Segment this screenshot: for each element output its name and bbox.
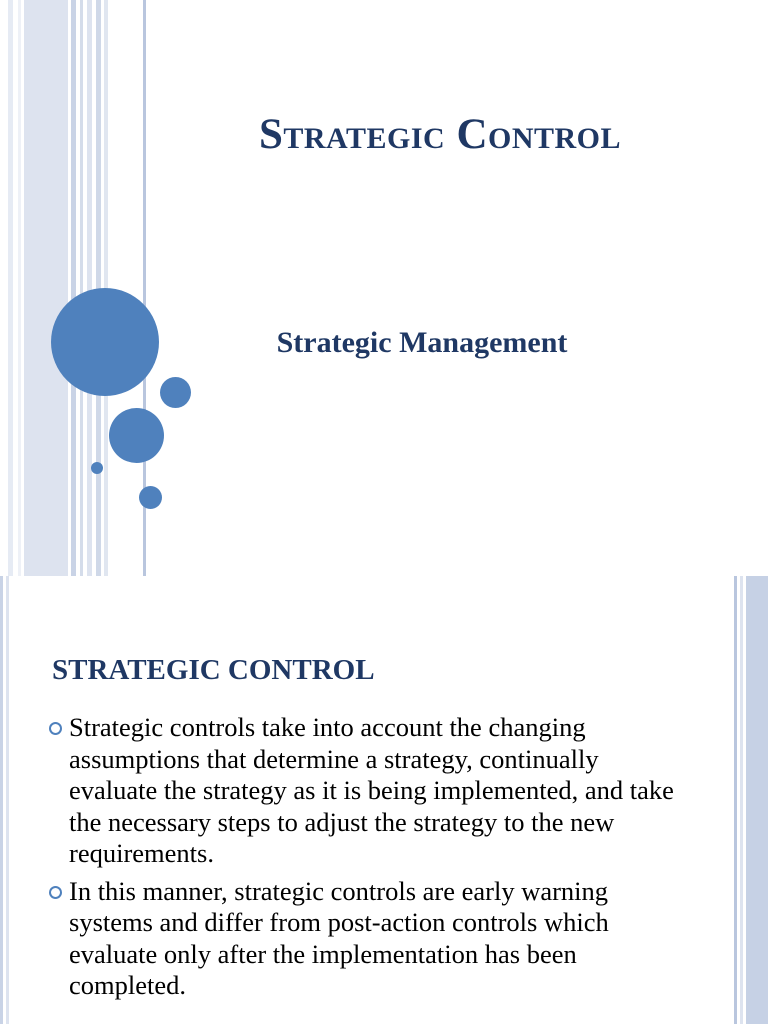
list-item (46, 876, 676, 1002)
decorative-stripe (8, 0, 13, 576)
decorative-stripe (80, 0, 83, 576)
circle-bullet-icon (49, 886, 62, 899)
decorative-circle-icon (160, 377, 191, 408)
decorative-stripe (734, 576, 737, 1024)
content-slide (0, 576, 768, 1024)
decorative-circle-icon (51, 288, 159, 396)
slide-title: Strategic Control (258, 111, 622, 158)
decorative-circle-icon (109, 408, 164, 463)
bullet-text: Strategic controls take into account the changing assumptions that determine a strategy, continually evaluate the strategy as it is being implemented, and take the necessary steps to adjust the strategy to the new requirements. (69, 712, 674, 868)
decorative-stripe (6, 576, 9, 1024)
circle-bullet-icon (49, 722, 62, 735)
decorative-stripe (87, 0, 92, 576)
decorative-stripe (18, 0, 21, 576)
bullet-text: In this manner, strategic controls are early warning systems and differ from post-action controls which evaluate only after the implementation has been completed. (69, 875, 609, 1000)
decorative-circle-icon (139, 486, 162, 509)
decorative-stripe (740, 576, 743, 1024)
decorative-stripe (24, 0, 68, 576)
bullet-list (46, 712, 676, 1008)
list-item (46, 712, 676, 870)
decorative-stripe (71, 0, 76, 576)
decorative-stripe (746, 576, 768, 1024)
slide-heading: STRATEGIC CONTROL (52, 654, 375, 686)
decorative-stripe (0, 576, 3, 1024)
decorative-circle-icon (91, 462, 103, 474)
slide-subtitle: Strategic Management (276, 326, 568, 359)
